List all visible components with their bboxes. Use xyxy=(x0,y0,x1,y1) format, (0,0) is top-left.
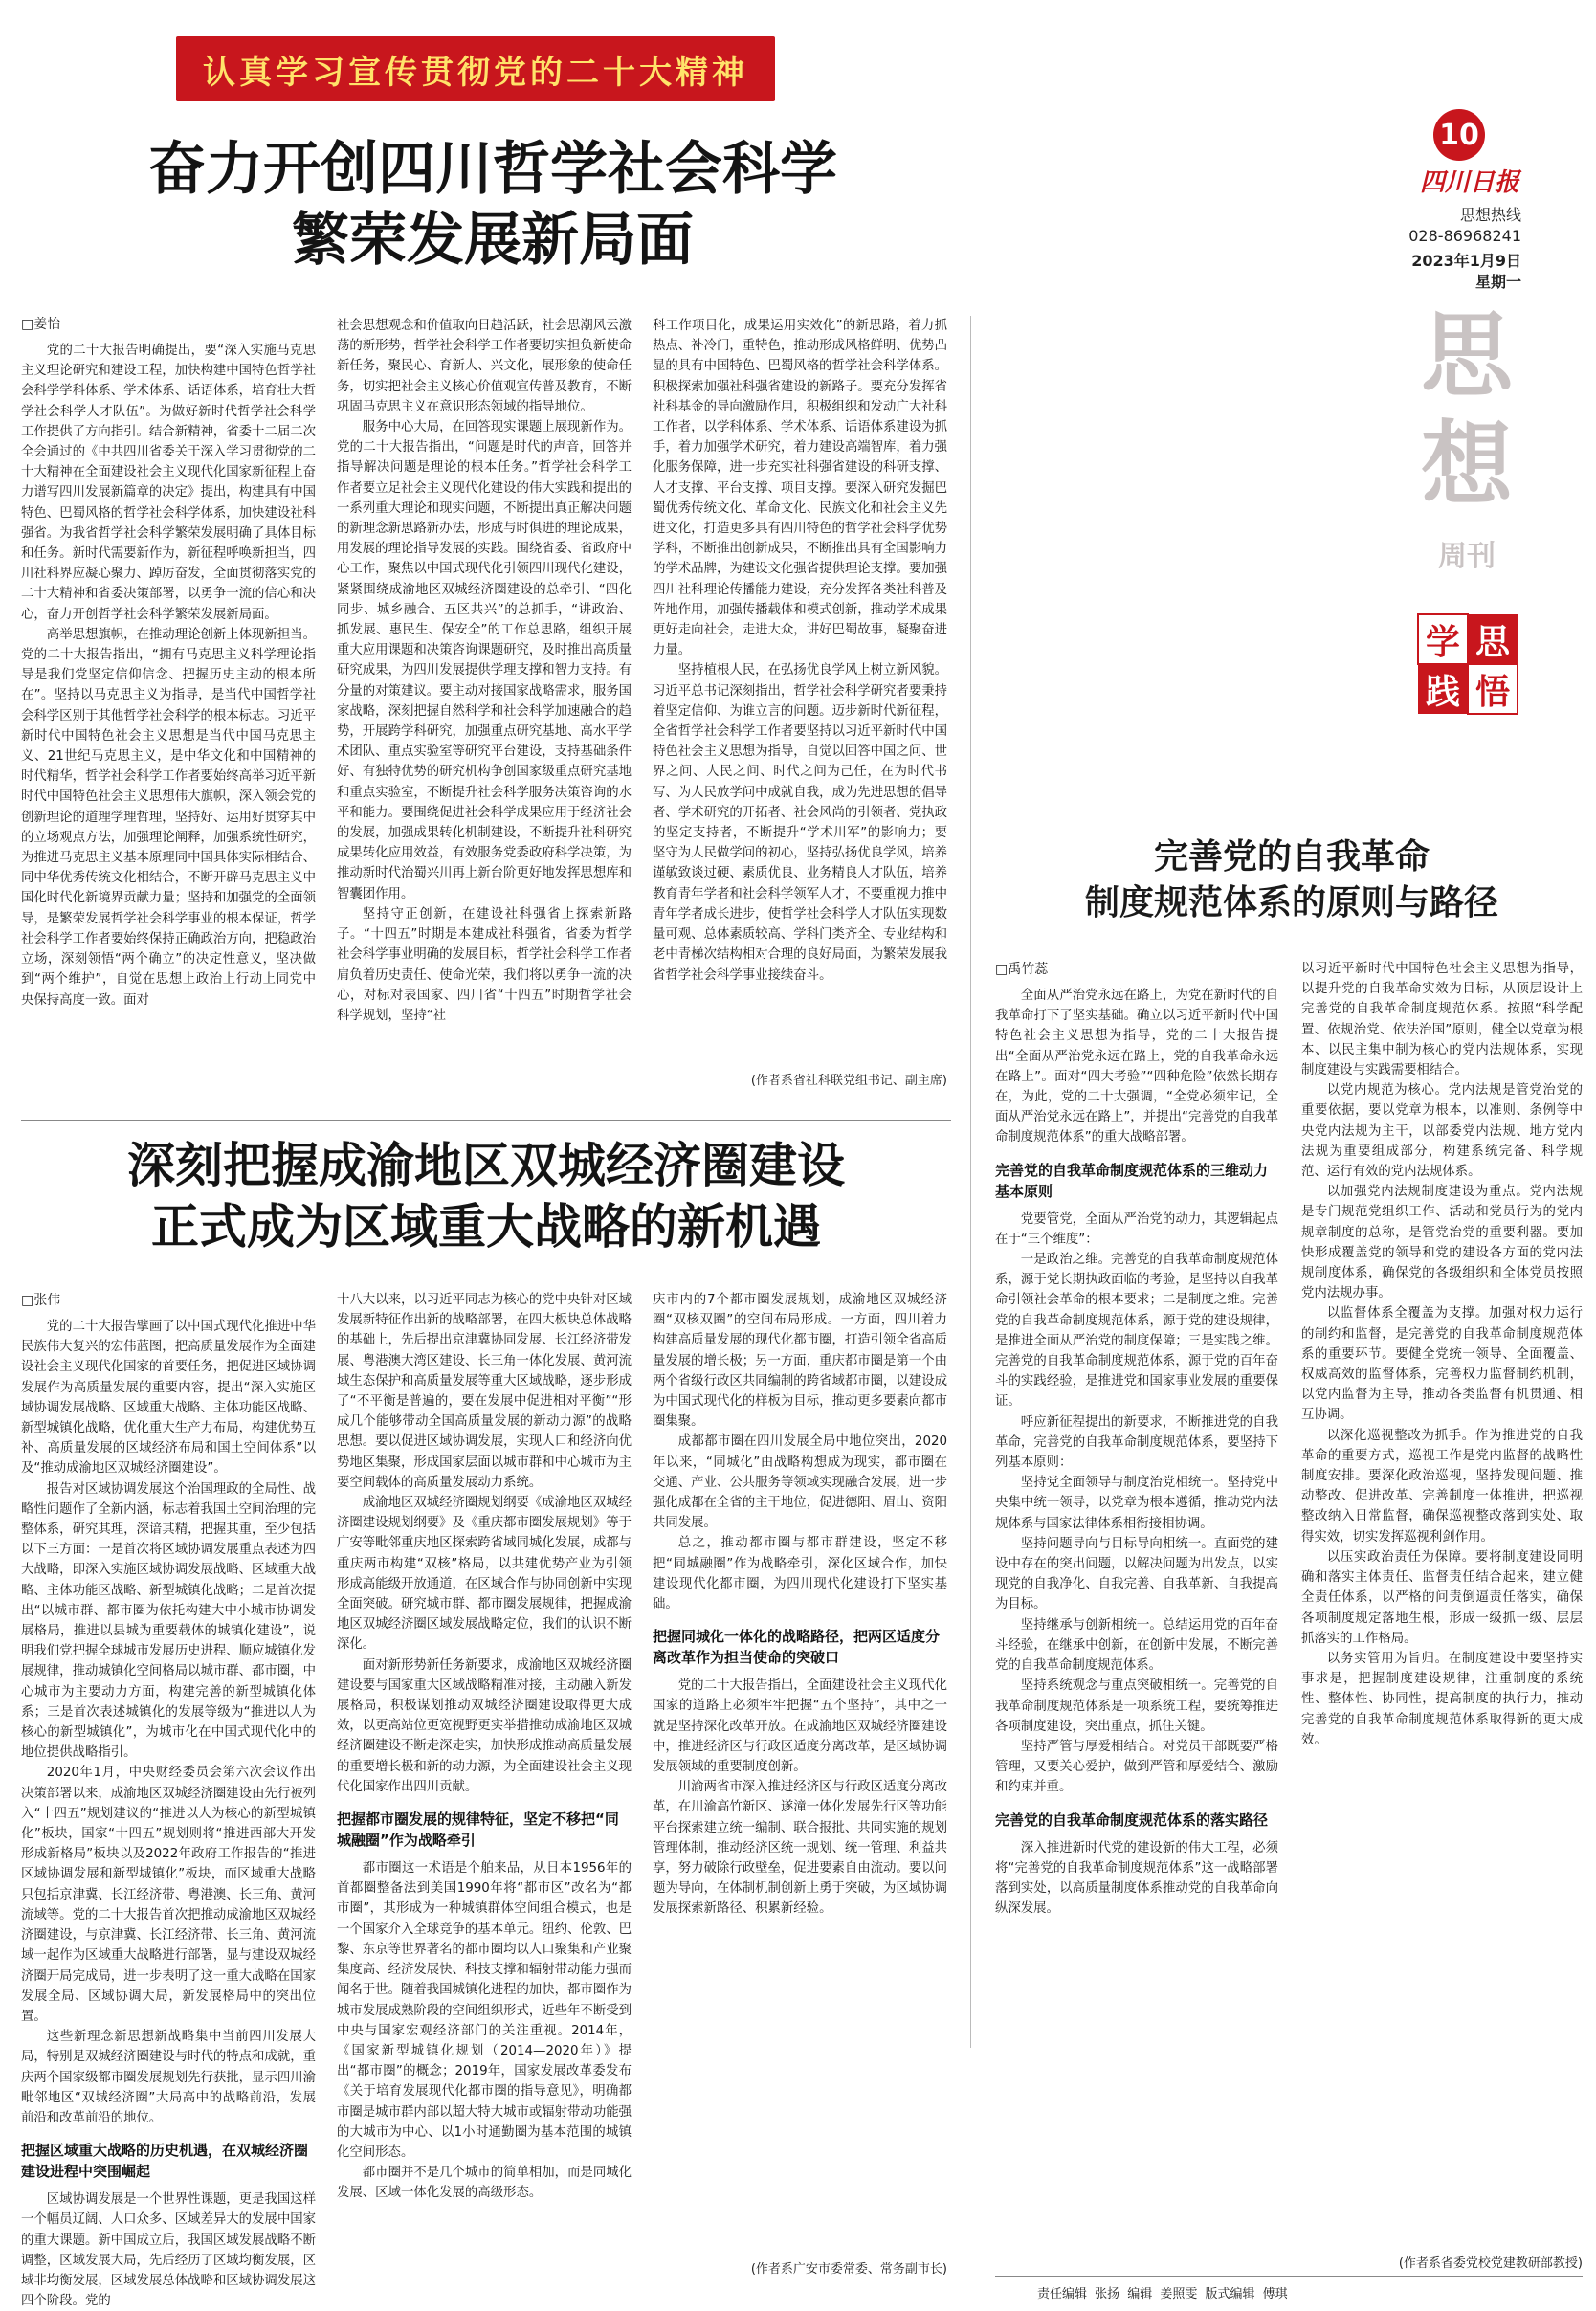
paragraph: 坚持继承与创新相统一。总结运用党的百年奋斗经验，在继承中创新，在创新中发展，不断完善党的自我革命制度规范体系。 xyxy=(995,1617,1278,1674)
paragraph: 以党内规范为核心。党内法规是管党治党的重要依据，要以党章为根本，以准则、条例等中央党内法规为主干，以部委党内法规、地方党内法规为重要组成部分，构建系统完备、科学规范、运行有效的党内法规体系。 xyxy=(1301,1083,1583,1180)
column-divider xyxy=(970,316,971,2048)
hotline-phone: 028-86968241 xyxy=(1408,227,1521,245)
article2-subheading: 把握区域重大战略的历史机遇，在双城经济圈建设进程中突围崛起 xyxy=(21,2142,309,2181)
article2-title-line1: 深刻把握成渝地区双城经济圈建设 xyxy=(127,1138,845,1193)
paragraph: 川渝两省市深入推进经济区与行政区适度分离改革，在川渝高竹新区、遂潼一体化发展先行区等功能平台探索建立统一编制、联合报批、共同实施的规划管理体制，推动经济区统一规划、统一管理、利益共享，努力破除行政壁垒，促进要素自由流动。要以问题为导向，在体制机制创新上勇于突破，为区域协调发展探索新路径、积累新经验。 xyxy=(653,1780,947,1917)
article3-subheading: 完善党的自我革命制度规范体系的三维动力基本原则 xyxy=(995,1161,1269,1200)
paragraph: 以监督体系全覆盖为支撑。加强对权力运行的制约和监督，是完善党的自我革命制度规范体系的重要环节。要健全党统一领导、全面覆盖、权威高效的监督体系，完善权力监督制约机制，以党内监督为主导，推动各类监督有机贯通、相互协调。 xyxy=(1301,1306,1583,1423)
article2-byline: □张伟 xyxy=(21,1293,61,1308)
paragraph: 坚持系统观念与重点突破相统一。完善党的自我革命制度规范体系是一项系统工程，要统筹推进各项制度建设，突出重点，抓住关键。 xyxy=(995,1678,1278,1734)
article1-column-1 xyxy=(21,341,316,1112)
paragraph: 报告对区域协调发展这个治国理政的全局性、战略性问题作了全新内涵，标志着我国土空间治理的完整体系，研究其理，深谙其精，把握其重，至少包括以下三方面：一是首次将区域协调发展重点表述为四大战略，即深入实施区域协调发展战略、区域重大战略、主体功能区战略、新型城镇化战略；二是首次提出“以城市群、都市圈为依托构建大中小城市协调发展格局，推进以县城为重要载体的城镇化建设”，说明我们党把握全球城市发展历史进程、顺应城镇化发展规律，推动城镇化空间格局以城市群、都市圈，中心城市为主要动力方面，构建完善的新型城镇化体系；三是首次表述城镇化的发展等级为“推进以人为核心的新型城镇化”，为城市化在中国式现代化中的地位提供战略指引。 xyxy=(21,1481,316,1761)
paragraph: 以习近平新时代中国特色社会主义思想为指导，以提升党的自我革命实效为目标，从顶层设计上完善党的自我革命制度规范体系。按照“科学配置、依规治党、依法治国”原则，健全以党章为根本、以民主集中制为核心的党内法规体系，实现制度建设与实践需要相结合。 xyxy=(1301,962,1583,1078)
paragraph: 区域协调发展是一个世界性课题，更是我国这样一个幅员辽阔、人口众多、区域差异大的发展中国家的重大课题。新中国成立后，我国区域发展战略不断调整，区域发展大局，先后经历了区域均衡发展，区域非均衡发展，区域发展总体战略和区域协调发展这四个阶段。党的 xyxy=(21,2192,316,2309)
paragraph: 坚持植根人民，在弘扬优良学风上树立新风貌。习近平总书记深刻指出，哲学社会科学研究者要秉持着坚定信仰、为谁立言的问题。迈步新时代新征程，全省哲学社会科学工作者要坚持以习近平新时代中国特色社会主义思想为指导，自觉以回答中国之问、世界之问、人民之问、时代之问为己任，在为时代书写、为人民放学问中成就自我，成为先进思想的倡导者、学术研究的开拓者、社会风尚的引领者、党执政的坚定支持者，不断提升“学术川军”的影响力；要坚守为人民做学问的初心，坚持弘扬优良学风，培养谨敏致谈过硬、素质优良、业务精良人才队伍，培养教育青年学者和社会科学领军人才，不要重视力推中青年学者成长进步，使哲学社会科学人才队伍实现数量可观、总体素质较高、学科门类齐全、专业结构和老中青梯次结构相对合理的良好局面，为繁荣发展我省哲学社会科学事业接续奋斗。 xyxy=(653,663,947,983)
article2-column-2 xyxy=(337,1290,632,2281)
article3-title xyxy=(995,834,1588,926)
paragraph: 呼应新征程提出的新要求，不断推进党的自我革命，完善党的自我革命制度规范体系，要坚持下列基本原则： xyxy=(995,1414,1278,1471)
paragraph: 一是政治之维。完善党的自我革命制度规范体系，源于党长期执政面临的考验，是坚持以自我革命引领社会革命的根本要求；二是制度之维。完善党的自我革命制度规范体系，源于党的建设规律，是推进全面从严治党的制度保障；三是实践之维。完善党的自我革命制度规范体系，源于党的百年奋斗的实践经验，是推进党和国家事业发展的重要保证。 xyxy=(995,1253,1278,1410)
article3-column-1 xyxy=(995,986,1278,2274)
page-number-badge: 10 xyxy=(1433,109,1485,161)
article2-subheading: 把握都市圈发展的规律特征，坚定不移把“同城融圈”作为战略牵引 xyxy=(337,1811,619,1850)
paragraph: 面对新形势新任务新要求，成渝地区双城经济圈建设要与国家重大区域战略精准对接，主动融入新发展格局，积极谋划推动双城经济圈建设取得更大成效，以更高站位更宽视野更实举措推动成渝地区双城经济圈建设不断走深走实，加快形成推动高质量发展的重要增长极和新的动力源，为全面建设社会主义现代化国家作出四川贡献。 xyxy=(337,1657,632,1794)
paragraph: 坚持守正创新，在建设社科强省上探索新路子。“十四五”时期是本建成社科强省，省委为哲学社会科学事业明确的发展目标，哲学社会科学工作者肩负着历史责任、使命光荣，我们将以勇争一流的决心，对标对表国家、四川省“十四五”时期哲学社会科学规划，坚持“社 xyxy=(337,906,632,1023)
paragraph: 深入推进新时代党的建设新的伟大工程，必须将“完善党的自我革命制度规范体系”这一战略部署落到实处，以高质量制度体系推动党的自我革命向纵深发展。 xyxy=(995,1840,1278,1917)
article3-title-line1: 完善党的自我革命 xyxy=(1153,837,1430,877)
article2-title-line2: 正式成为区域重大战略的新机遇 xyxy=(151,1199,821,1255)
paragraph: 全面从严治党永远在路上，为党在新时代的自我革命打下了坚实基础。确立以习近平新时代中国特色社会主义思想为指导，党的二十大报告提出“全面从严治党永远在路上，党的自我革命永远在路上”。面对“四大考验”“四种危险”依然长期存在，为此，党的二十大强调，“全党必须牢记，全面从严治党永远在路上”，并提出“完善党的自我革命制度规范体系”的重大战略部署。 xyxy=(995,989,1278,1145)
paragraph: 成渝地区双城经济圈规划纲要《成渝地区双城经济圈建设规划纲要》及《重庆都市圈发展规划》等于广安等毗邻重庆地区探索跨省域同城化发展，成都与重庆两市构建“双核”格局，以共建优势产业为引领形成高能级开放通道，在区域合作与协同创新中实现全面突破。研究城市群、都市圈发展规律，把握成渝地区双城经济圈区域发展战略定位，我们的认识不断深化。 xyxy=(337,1496,632,1653)
editor-credits: 责任编辑 张扬 编辑 姜照雯 版式编辑 傅琪 xyxy=(1037,2287,1288,2301)
article2-signature: (作者系广安市委常委、常务副市长) xyxy=(750,2262,947,2277)
paragraph: 以深化巡视整改为抓手。作为推进党的自我革命的重要方式，巡视工作是党内监督的战略性制度安排。要深化政治巡视，坚持发现问题、推动整改、促进改革、完善制度一体推进，把巡视整改纳入日常监督，确保巡视整改落到实处、取得实效，切实发挥巡视利剑作用。 xyxy=(1301,1428,1583,1544)
section-divider xyxy=(21,1120,951,1121)
paragraph: 坚持党全面领导与制度治党相统一。坚持党中央集中统一领导，以党章为根本遵循，推动党内法规体系与国家法律体系相衔接相协调。 xyxy=(995,1476,1278,1531)
article2-title xyxy=(21,1135,951,1257)
issue-date: 2023年1月9日 xyxy=(1411,252,1521,270)
paragraph: 庆市内的7个都市圈发展规划，成渝地区双城经济圈“双核双圈”的空间布局形成。一方面，四川着力构建高质量发展的现代化都市圈，打造引领全省高质量发展的增长极；另一方面，重庆都市圈是第一个由两个省级行政区共同编制的跨省域都市圈，以建设成为中国式现代化的样板为目标，推动更多要素向都市圈集聚。 xyxy=(653,1293,947,1430)
paragraph: 十八大以来，以习近平同志为核心的党中央针对区域发展新特征作出新的战略部署，在四大板块总体战略的基础上，先后提出京津冀协同发展、长江经济带发展、粤港澳大湾区建设、长三角一体化发展、黄河流域生态保护和高质量发展等重大区域战略，逐步形成了“不平衡是普遍的，要在发展中促进相对平衡”“形成几个能够带动全国高质量发展的新动力源”的战略思想。要以促进区域协调发展，实现人口和经济向优势地区集聚，形成国家层面以城市群和中心城市为主要空间载体的高质量发展动力系统。 xyxy=(337,1293,632,1490)
seal-char: 思 xyxy=(1474,621,1510,662)
article1-signature: (作者系省社科联党组书记、副主席) xyxy=(750,1074,947,1088)
paragraph: 党的二十大报告擘画了以中国式现代化推进中华民族伟大复兴的宏伟蓝图，把高质量发展作为全面建设社会主义现代化国家的首要任务，把促进区域协调发展作为高质量发展的重要内容，提出“深入实施区域协调发展战略、区域重大战略、主体功能区战略、新型城镇化战略，优化重大生产力布局，构建优势互补、高质量发展的区域经济布局和国土空间体系”以及“推动成渝地区双城经济圈建设”。 xyxy=(21,1320,316,1477)
paragraph: 这些新理念新思想新战略集中当前四川发展大局，特别是双城经济圈建设与时代的特点和成就，重庆两个国家级都市圈发展规划先行获批，显示四川渝毗邻地区“双城经济圈”大局高中的战略前沿，发展前沿和改革前沿的地位。 xyxy=(21,2030,316,2125)
article1-title-line1: 奋力开创四川哲学社会科学 xyxy=(148,136,837,203)
paragraph: 社会思想观念和价值取向日趋活跃，社会思潮风云激荡的新形势，哲学社会科学工作者要切实担负新使命新任务，聚民心、育新人、兴文化，展形象的使命任务，切实把社会主义核心价值观宣传普及教育，不断巩固马克思主义在意识形态领域的指导地位。 xyxy=(337,319,632,414)
seal-stamp xyxy=(1416,612,1519,716)
paragraph: 坚持问题导向与目标导向相统一。直面党的建设中存在的突出问题，以解决问题为出发点，以实现党的自我净化、自我完善、自我革新、自我提高为目标。 xyxy=(995,1536,1278,1612)
article1-column-3 xyxy=(653,316,947,1066)
paragraph: 成都都市圈在四川发展全局中地位突出，2020年以来，“同城化”由战略构想成为现实，都市圈在交通、产业、公共服务等领域实现融合发展，进一步强化成都在全省的主干地位，促进德阳、眉山、资阳共同发展。 xyxy=(653,1434,947,1531)
article3-signature: (作者系省委党校党建教研部教授) xyxy=(1398,2256,1583,2271)
article1-title-line2: 繁荣发展新局面 xyxy=(292,207,694,274)
article3-title-line2: 制度规范体系的原则与路径 xyxy=(1084,883,1498,922)
seal-char: 践 xyxy=(1425,671,1460,712)
paragraph: 以务实管用为旨归。在制度建设中要坚持实事求是，把握制度建设规律，注重制度的系统性、整体性、协同性，提高制度的执行力，推动完善党的自我革命制度规范体系取得新的更大成效。 xyxy=(1301,1651,1583,1747)
article1-byline: □姜怡 xyxy=(21,317,61,332)
article1-title xyxy=(38,134,947,276)
footer-divider xyxy=(995,2276,1583,2277)
article3-byline: □禹竹蕊 xyxy=(995,962,1049,977)
section-banner xyxy=(176,36,775,101)
paragraph: 都市圈这一术语是个舶来品，从日本1956年的首都圈整备法到美国1990年将“都市区”改名为“都市圈”，其形成为一种城镇群体空间组合模式，也是一个国家介入全球竞争的基本单元。纽约、伦敦、巴黎、东京等世界著名的都市圈均以人口聚集和产业聚集度高、经济发展快、科技支撑和辐射带动能力强而闻名于世。随着我国城镇化进程的加快，都市圈作为城市发展成熟阶段的空间组织形式，近些年不断受到中央与国家宏观经济部门的关注重视。2014年，《国家新型城镇化规划（2014—2020年）》提出“都市圈”的概念；2019年，国家发展改革委发布《关于培育发展现代化都市圈的指导意见》，明确都市圈是城市群内部以超大特大城市或辐射带动功能强的大城市为中心、以1小时通勤圈为基本范围的城镇化空间形态。 xyxy=(337,1861,632,2160)
paragraph: 2020年1月，中央财经委员会第六次会议作出决策部署以来，成渝地区双城经济圈建设由先行被列入“十四五”规划建议的“推进以人为核心的新型城镇化”板块，国家“十四五”规划则将“推进西部大开发形成新格局”板块以及2022年政府工作报告的“推进区域协调发展和新型城镇化”板块，而区域重大战略只包括京津冀、长江经济带、粤港澳、长三角、黄河流域等。党的二十大报告首次把推动成渝地区双城经济圈建设，与京津冀、长江经济带、长三角、黄河流域一起作为区域重大战略进行部署，显与建设双城经济圈开局完成局，进一步表明了这一重大战略在国家发展全局、区域协调大局，新发展格局中的突出位置。 xyxy=(21,1766,316,2024)
paragraph: 以加强党内法规制度建设为重点。党内法规是专门规范党组织工作、活动和党员行为的党内规章制度的总称，是管党治党的重要利器。要加快形成覆盖党的领导和党的建设各方面的党内法规制度体系，确保党的各级组织和全体党员按照党内法规办事。 xyxy=(1301,1185,1583,1301)
paragraph: 党要管党，全面从严治党的动力，其逻辑起点在于“三个维度”： xyxy=(995,1211,1278,1247)
article3-subheading: 完善党的自我革命制度规范体系的落实路径 xyxy=(995,1811,1269,1829)
paragraph: 党的二十大报告指出，全面建设社会主义现代化国家的道路上必须牢牢把握“五个坚持”，其中之一就是坚持深化改革开放。在成渝地区双城经济圈建设中，推进经济区与行政区适度分离改革，是区域协调发展领域的重要制度创新。 xyxy=(653,1678,947,1775)
paragraph: 以压实政治责任为保障。要将制度建设同明确和落实主体责任、监督责任结合起来，建立健全责任体系，以严格的问责倒逼责任落实，确保各项制度规定落地生根，形成一级抓一级、层层抓落实的工作格局。 xyxy=(1301,1549,1583,1646)
article2-subheading: 把握同城化一体化的战略路径，把两区适度分离改革作为担当使命的突破口 xyxy=(653,1628,941,1667)
article2-column-1 xyxy=(21,1317,316,2309)
column-title-char-1: 思 xyxy=(1421,301,1513,410)
paragraph: 坚持严管与厚爱相结合。对党员干部既要严格管理，又要关心爱护，做到严管和厚爱结合、激励和约束并重。 xyxy=(995,1739,1278,1795)
column-subtitle: 周刊 xyxy=(1438,540,1496,573)
paragraph: 都市圈并不是几个城市的简单相加，而是同城化发展、区域一体化发展的高级形态。 xyxy=(337,2166,632,2201)
banner-text: 认真学习宣传贯彻党的二十大精神 xyxy=(203,53,748,92)
article2-column-3 xyxy=(653,1290,947,2255)
hotline-label: 思想热线 xyxy=(1459,206,1521,224)
article1-column-2 xyxy=(337,316,632,1112)
paragraph: 党的二十大报告明确提出，要“深入实施马克思主义理论研究和建设工程，加快构建中国特色哲学社会科学学科体系、学术体系、话语体系，培育壮大哲学社会科学人才队伍”。为做好新时代哲学社会科学工作提供了方向指引。结合新精神，省委十二届二次全会通过的《中共四川省委关于深入学习贯彻党的二十大精神在全面建设社会主义现代化国家新征程上奋力谱写四川发展新篇章的决定》提出，构建具有中国特色、巴蜀风格的哲学社会科学体系，加快建设社科强省。为我省哲学社会科学繁荣发展明确了具体目标和任务。新时代需要新作为，新征程呼唤新担当，四川社科界应凝心聚力、踔厉奋发，全面贯彻落实党的二十大精神和省委决策部署，以勇争一流的信心和决心，奋力开创哲学社会科学繁荣发展新局面。 xyxy=(21,344,316,622)
article3-column-2 xyxy=(1301,959,1583,2249)
paragraph: 科工作项目化，成果运用实效化”的新思路，着力抓热点、补冷门，重特色，推动形成风格鲜明、优势凸显的具有中国特色、巴蜀风格的哲学社会科学体系。积极探索加强社科强省建设的新路子。要充分发挥省社科基金的导向激励作用，积极组织和发动广大社科工作者，以学科体系、学术体系、话语体系建设为抓手，着力加强学术研究，着力建设高端智库，着力强化服务保障，进一步充实社科强省建设的科研支撑、人才支撑、平台支撑、项目支撑。要深入研究发掘巴蜀优秀传统文化、革命文化、民族文化和社会主义先进文化，打造更多具有四川特色的哲学社会科学优势学科，不断推出创新成果，不断推出具有全国影响力的学术品牌，为建设文化强省提供理论支撑。要加强四川社科理论传播能力建设，充分发挥各类社科普及阵地作用，加强传播载体和模式创新，推动学术成果更好走向社会，走进大众，讲好巴蜀故事，凝聚奋进力量。 xyxy=(653,319,947,658)
seal-char: 学 xyxy=(1425,621,1460,662)
paragraph: 总之，推动都市圈与都市群建设，坚定不移把“同城融圈”作为战略牵引，深化区域合作，加快建设现代化都市圈，为四川现代化建设打下坚实基础。 xyxy=(653,1536,947,1612)
paper-logo: 四川日报 xyxy=(1419,168,1519,197)
column-title-char-2: 想 xyxy=(1421,411,1513,519)
paragraph: 服务中心大局，在回答现实课题上展现新作为。党的二十大报告指出，“问题是时代的声音，回答并指导解决问题是理论的根本任务。”哲学社会科学工作者要立足社会主义现代化建设的伟大实践和提出的一系列重大理论和现实问题，不断提出真正解决问题的新理念新思路新办法，形成与时俱进的理论成果，用发展的理论指导发展的实践。围绕省委、省政府中心工作，聚焦以中国式现代化引领四川现代化建设，紧紧围绕成渝地区双城经济圈建设的总牵引、“四化同步、城乡融合、五区共兴”的总抓手，“讲政治、抓发展、惠民生、保安全”的工作总思路，组织开展重大应用课题和决策咨询课题研究，及时推出高质量研究成果，为四川发展提供学理支撑和智力支持。有分量的对策建议。要主动对接国家战略需求，服务国家战略，深刻把握自然科学和社会科学加速融合的趋势，开展跨学科研究，加强重点研究基地、高水平学术团队、重点实验室等研究平台建设，支持基础条件好、有独特优势的研究机构争创国家级重点研究基地和重点实验室，不断提升社会科学服务决策咨询的水平和能力。要围绕促进社会科学成果应用于经济社会的发展，加强成果转化机制建设，不断提升社科研究成果转化应用效益，有效服务党委政府科学决策，为推动新时代治蜀兴川再上新台阶更好地发挥思想库和智囊团作用。 xyxy=(337,420,632,901)
seal-char: 悟 xyxy=(1474,671,1510,712)
paragraph: 高举思想旗帜，在推动理论创新上体现新担当。党的二十大报告指出，“拥有马克思主义科学理论指导是我们党坚定信仰信念、把握历史主动的根本所在”。坚持以马克思主义为指导，是当代中国哲学社会科学区别于其他哲学社会科学的根本标志。习近平新时代中国特色社会主义思想是当代中国马克思主义、21世纪马克思主义，是中华文化和中国精神的时代精华，哲学社会科学工作者要始终高举习近平新时代中国特色社会主义思想伟大旗帜，深入领会党的创新理论的道理学理哲理，坚持好、运用好贯穿其中的立场观点方法，加强理论阐释，加强系统性研究，为推进马克思主义基本原理同中国具体实际相结合、同中华优秀传统文化相结合，不断开辟马克思主义中国化时代化新境界贡献力量；坚持和加强党的全面领导，是繁荣发展哲学社会科学事业的根本保证，哲学社会科学工作者要始终保持正确政治方向，把稳政治立场，深刻领悟“两个确立”的决定性意义，坚决做到“两个维护”，自觉在思想上政治上行动上同党中央保持高度一致。面对 xyxy=(21,627,316,1008)
issue-weekday: 星期一 xyxy=(1474,273,1521,291)
